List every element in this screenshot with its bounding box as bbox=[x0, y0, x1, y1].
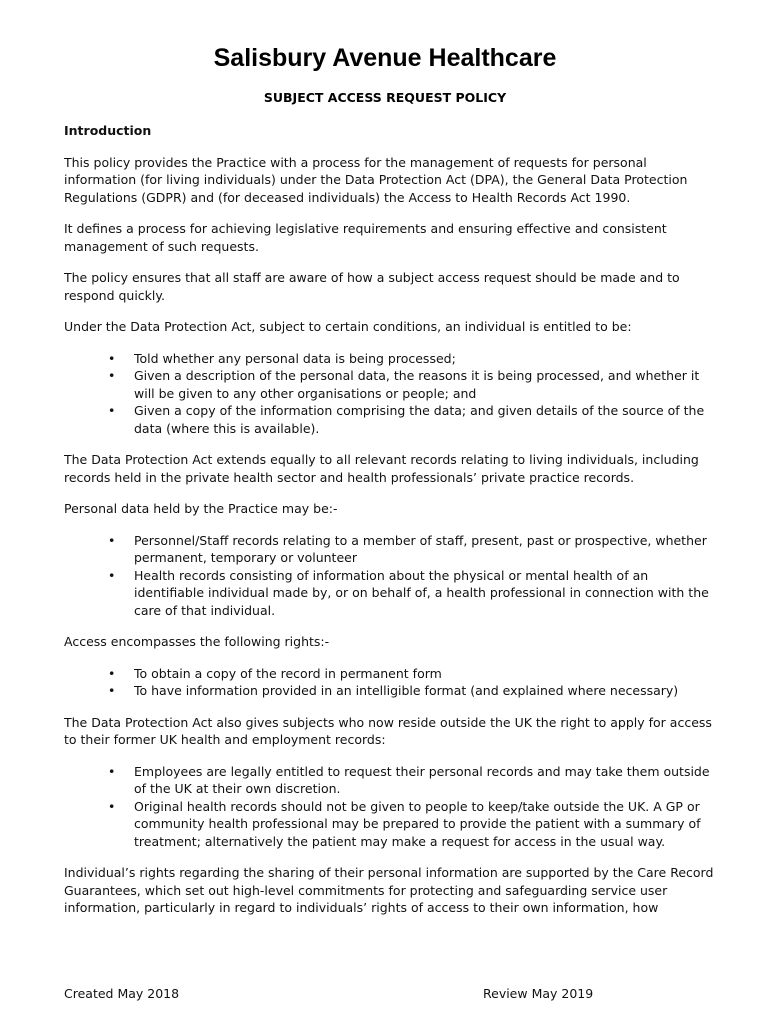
list-item: • To have information provided in an intelligible format (and explained where necessary) bbox=[134, 682, 714, 700]
policy-subtitle: SUBJECT ACCESS REQUEST POLICY bbox=[263, 90, 507, 105]
entitlements-list bbox=[64, 350, 714, 438]
document-title: Salisbury Avenue Healthcare bbox=[213, 44, 557, 72]
list-item: • Told whether any personal data is being processed; bbox=[134, 350, 714, 368]
footer-review-date: Review May 2019 bbox=[483, 986, 594, 1001]
paragraph: It defines a process for achieving legislative requirements and ensuring effective and consistent management of such requests. bbox=[64, 221, 667, 254]
paragraph: Individual’s rights regarding the sharing of their personal information are supported by the Care Record Guarantees, which set out high-level commitments for protecting and safeguarding service user information, particularly in regard to individuals’ rights of access to their own information, how bbox=[64, 865, 714, 915]
paragraph: This policy provides the Practice with a process for the management of requests for personal information (for living individuals) under the Data Protection Act (DPA), the General Data Protection Regulations (GDPR) and (for deceased individuals) the Access to Health Records Act 1990. bbox=[64, 154, 688, 205]
paragraph: Access encompasses the following rights:- bbox=[64, 634, 330, 649]
document-body bbox=[64, 122, 714, 931]
access-rights-list bbox=[64, 665, 714, 700]
paragraph: Personal data held by the Practice may be:- bbox=[64, 501, 338, 516]
list-item: • Original health records should not be given to people to keep/take outside the UK. A GP or community health professional may be prepared to provide the patient with a summary of treatment; alternatively the patient may make a request for access in the usual way. bbox=[134, 798, 714, 851]
personal-data-list bbox=[64, 532, 714, 620]
list-item: • Health records consisting of information about the physical or mental health of an identifiable individual made by, or on behalf of, a health professional in connection with the care of that individual. bbox=[134, 567, 714, 620]
footer-created-date: Created May 2018 bbox=[64, 986, 180, 1001]
list-item: • Given a description of the personal data, the reasons it is being processed, and whether it will be given to any other organisations or people; and bbox=[134, 367, 714, 402]
paragraph: The Data Protection Act also gives subjects who now reside outside the UK the right to apply for access to their former UK health and employment records: bbox=[64, 714, 712, 747]
list-item: • To obtain a copy of the record in permanent form bbox=[134, 665, 714, 683]
paragraph: Under the Data Protection Act, subject to certain conditions, an individual is entitled to be: bbox=[64, 319, 632, 334]
section-heading-introduction: Introduction bbox=[64, 123, 152, 138]
paragraph: The Data Protection Act extends equally to all relevant records relating to living individuals, including records held in the private health sector and health professionals’ private practice records. bbox=[64, 452, 699, 485]
list-item: • Personnel/Staff records relating to a member of staff, present, past or prospective, whether permanent, temporary or volunteer bbox=[134, 532, 714, 567]
outside-uk-list bbox=[64, 763, 714, 851]
list-item: • Given a copy of the information comprising the data; and given details of the source of the data (where this is available). bbox=[134, 402, 714, 437]
paragraph: The policy ensures that all staff are aware of how a subject access request should be made and to respond quickly. bbox=[64, 270, 680, 303]
list-item: • Employees are legally entitled to request their personal records and may take them outside of the UK at their own discretion. bbox=[134, 763, 714, 798]
